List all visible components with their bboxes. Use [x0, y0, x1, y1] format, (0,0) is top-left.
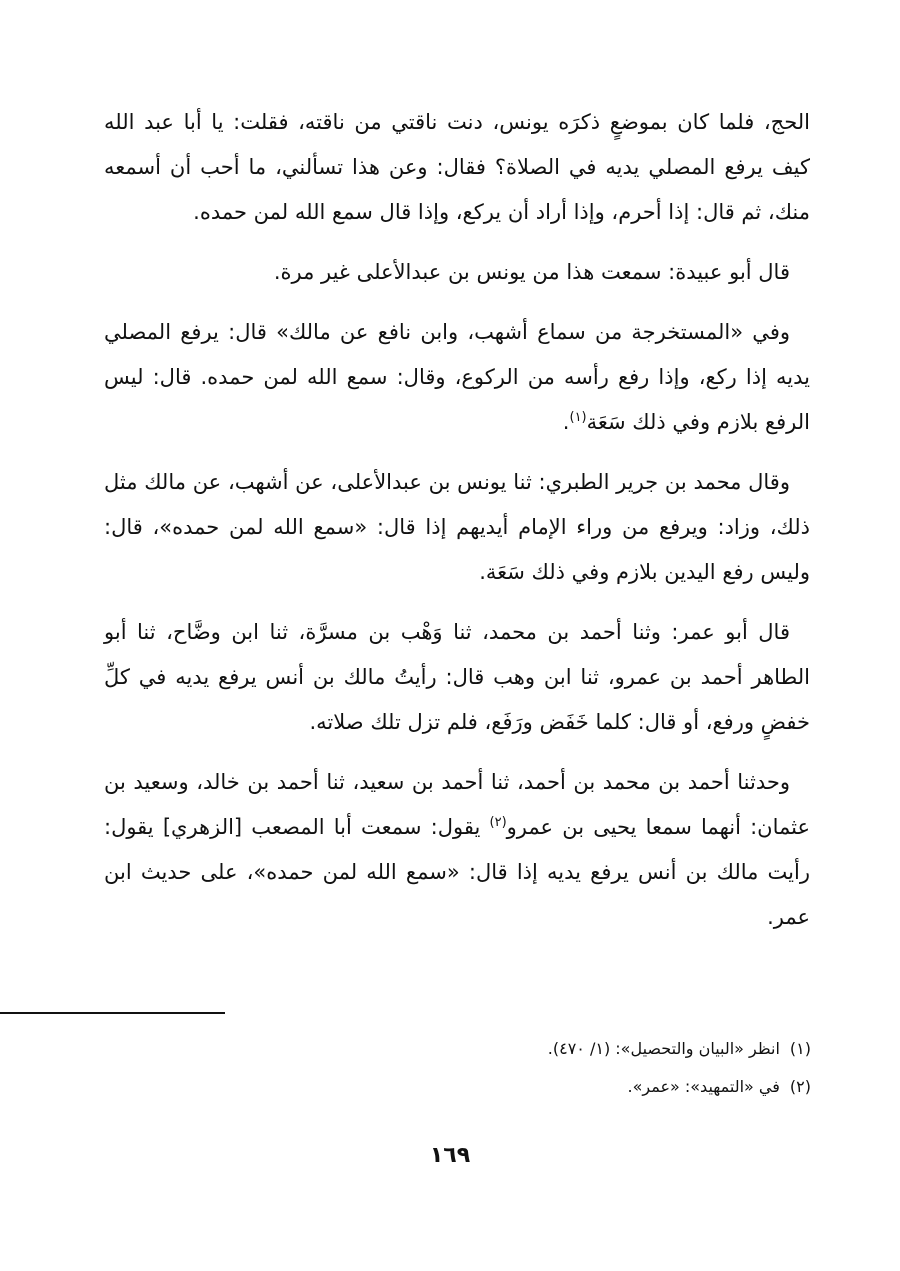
paragraph-4: [104, 460, 810, 595]
footnote-1-number: (١): [789, 1039, 811, 1058]
paragraph-4-text: وقال محمد بن جرير الطبري: ثنا يونس بن عبدالأعلى، عن أشهب، عن مالك مثل ذلك، وزاد: ويرفع من وراء الإمام أيديهم إذا قال: «سمع الله لمن حمده»، قال: وليس رفع اليدين بلازم وفي ذلك سَعَة.: [104, 470, 810, 584]
paragraph-2-text: قال أبو عبيدة: سمعت هذا من يونس بن عبدالأعلى غير مرة.: [273, 260, 790, 284]
paragraph-6-tail: يقول: سمعت أبا المصعب [الزهري] يقول: رأيت مالك بن أنس يرفع يديه إذا قال: «سمع الله لمن حمده»، على حديث ابن عمر.: [104, 815, 810, 929]
footnote-divider: [0, 1012, 225, 1014]
page-number: ١٦٩: [429, 1143, 471, 1168]
footnote-2-number: (٢): [789, 1077, 811, 1096]
page-body: [104, 100, 810, 955]
paragraph-3: [104, 310, 810, 445]
footnote-ref-1[interactable]: (١): [569, 410, 587, 425]
footnotes: [105, 1030, 811, 1106]
paragraph-3-tail: .: [562, 410, 570, 434]
paragraph-6-text: وحدثنا أحمد بن محمد بن أحمد، ثنا أحمد بن سعيد، ثنا أحمد بن خالد، وسعيد بن عثمان: أنهما سمعا يحيى بن عمرو: [104, 770, 810, 839]
footnote-2-text: في «التمهيد»: «عمر».: [627, 1077, 780, 1096]
footnote-1-text: انظر «البيان والتحصيل»: (١/ ٤٧٠).: [547, 1039, 780, 1058]
paragraph-1-text: الحج، فلما كان بموضعٍ ذكرَه يونس، دنت ناقتي من ناقته، فقلت: يا أبا عبد الله كيف يرفع المصلي يديه في الصلاة؟ فقال: وعن هذا تسألني، ما أحب أن أسمعه منك، ثم قال: إذا أحرم، وإذا أراد أن يركع، وإذا قال سمع الله لمن حمده.: [104, 110, 810, 224]
footnote-1: [105, 1030, 811, 1068]
paragraph-5: [104, 610, 810, 745]
footnote-2: [105, 1068, 811, 1106]
paragraph-3-text: وفي «المستخرجة من سماع أشهب، وابن نافع عن مالك» قال: يرفع المصلي يديه إذا ركع، وإذا رفع رأسه من الركوع، وقال: سمع الله لمن حمده. قال: ليس الرفع بلازم وفي ذلك سَعَة: [104, 320, 810, 434]
paragraph-1: [104, 100, 810, 235]
paragraph-2: [104, 250, 810, 295]
paragraph-5-text: قال أبو عمر: وثنا أحمد بن محمد، ثنا وَهْب بن مسرَّة، ثنا ابن وضَّاح، ثنا أبو الطاهر أحمد بن عمرو، ثنا ابن وهب قال: رأيتُ مالك بن أنس يرفع يديه في كلِّ خفضٍ ورفع، أو قال: كلما خَفَض ورَفَع، فلم تزل تلك صلاته.: [104, 620, 810, 734]
footnote-ref-2[interactable]: (٢): [489, 815, 507, 830]
paragraph-6: [104, 760, 810, 940]
